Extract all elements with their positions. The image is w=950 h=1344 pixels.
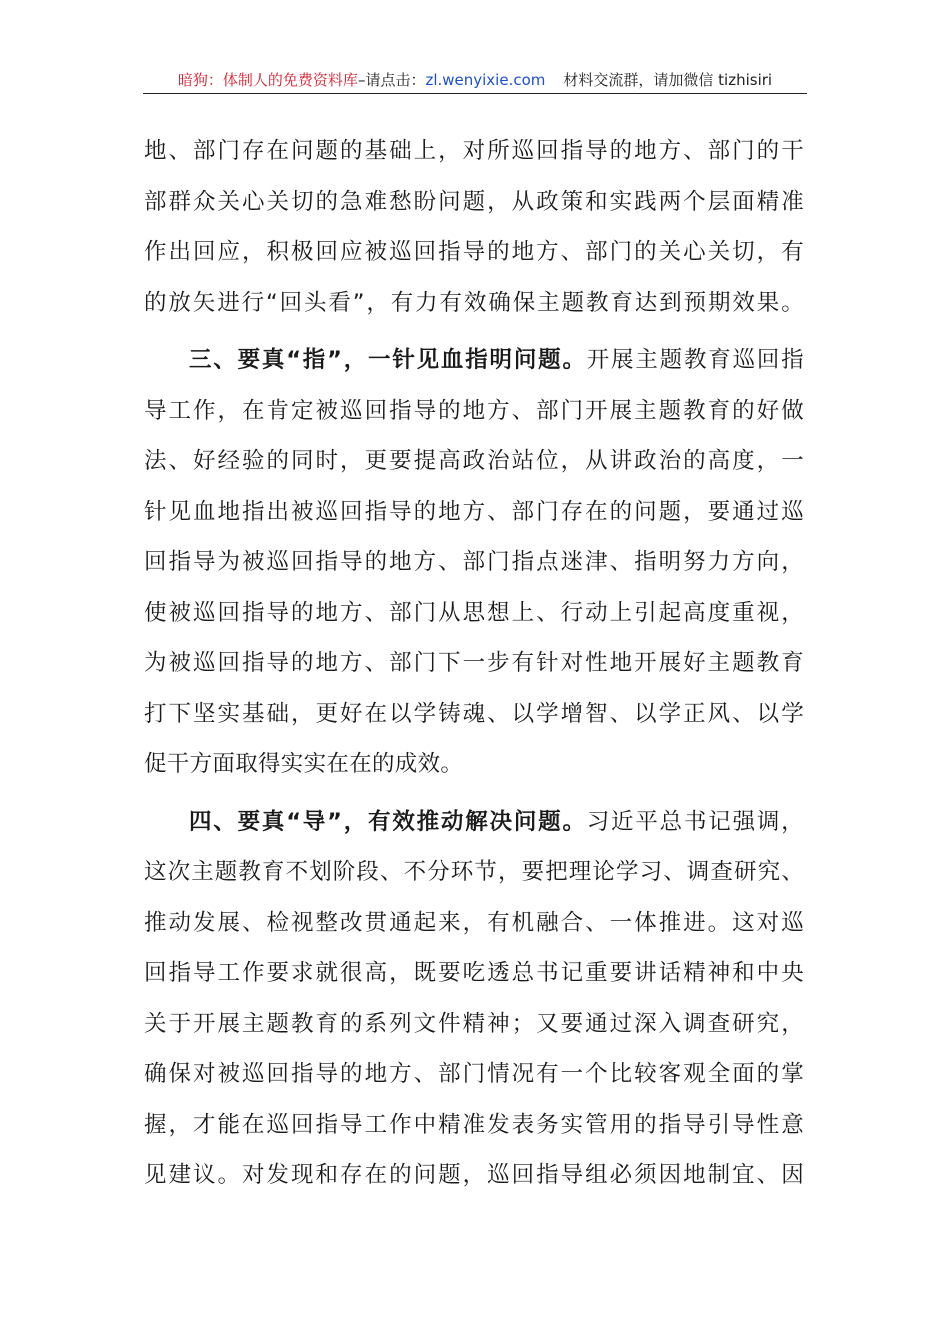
- body-line: 这次主题教育不划阶段、不分环节，要把理论学习、调查研究、: [144, 859, 804, 885]
- paragraph-gap: [144, 328, 804, 335]
- section-heading: 四、要真“导”，有效推动解决问题。: [189, 808, 587, 835]
- body-line: 推动发展、检视整改贯通起来，有机融合、一体推进。这对巡: [144, 909, 804, 936]
- body-line: 地、部门存在问题的基础上，对所巡回指导的地方、部门的干: [144, 138, 804, 164]
- body-line: 针见血地指出被巡回指导的地方、部门存在的问题，要通过巡: [144, 498, 804, 525]
- body-line: 打下坚实基础，更好在以学铸魂、以学增智、以学正风、以学: [144, 700, 804, 727]
- page-header: [143, 68, 807, 94]
- body-line: 部群众关心关切的急难愁盼问题，从政策和实践两个层面精准: [144, 188, 804, 215]
- header-click-prompt: –请点击：: [357, 71, 426, 89]
- body-line: 促干方面取得实实在在的成效。: [144, 751, 464, 777]
- body-line: 的放矢进行“回头看”，有力有效确保主题教育达到预期效果。: [144, 289, 804, 316]
- header-contact: 材料交流群，请加微信 tizhisiri: [563, 71, 773, 89]
- section-heading: 三、要真“指”，一针见血指明问题。: [189, 347, 587, 373]
- document-body: [144, 126, 804, 1201]
- header-site-name: 暗狗：体制人的免费资料库: [177, 71, 358, 89]
- body-text: 习近平总书记强调，: [586, 808, 804, 835]
- paragraph-gap: [144, 790, 804, 797]
- body-line: 见建议。对发现和存在的问题，巡回指导组必须因地制宜、因: [144, 1162, 804, 1188]
- body-line: 法、好经验的同时，更要提高政治站位，从讲政治的高度，一: [144, 448, 804, 474]
- paragraph-first-line: [144, 335, 804, 386]
- body-line: 回指导为被巡回指导的地方、部门指点迷津、指明努力方向，: [144, 549, 804, 575]
- body-line: 作出回应，积极回应被巡回指导的地方、部门的关心关切，有: [144, 239, 804, 265]
- body-text: 开展主题教育巡回指: [586, 347, 804, 373]
- body-line: 关于开展主题教育的系列文件精神；又要通过深入调查研究，: [144, 1010, 804, 1037]
- header-url-link[interactable]: zl.wenyixie.com: [425, 71, 546, 89]
- paragraph-first-line: [144, 797, 804, 848]
- body-line: 回指导工作要求就很高，既要吃透总书记重要讲话精神和中央: [144, 960, 804, 986]
- body-line: 使被巡回指导的地方、部门从思想上、行动上引起高度重视，: [144, 599, 804, 626]
- body-line: 为被巡回指导的地方、部门下一步有针对性地开展好主题教育: [144, 650, 804, 676]
- body-line: 握，才能在巡回指导工作中精准发表务实管用的指导引导性意: [144, 1111, 804, 1138]
- body-line: 确保对被巡回指导的地方、部门情况有一个比较客观全面的掌: [144, 1061, 804, 1087]
- body-line: 导工作，在肯定被巡回指导的地方、部门开展主题教育的好做: [144, 397, 804, 424]
